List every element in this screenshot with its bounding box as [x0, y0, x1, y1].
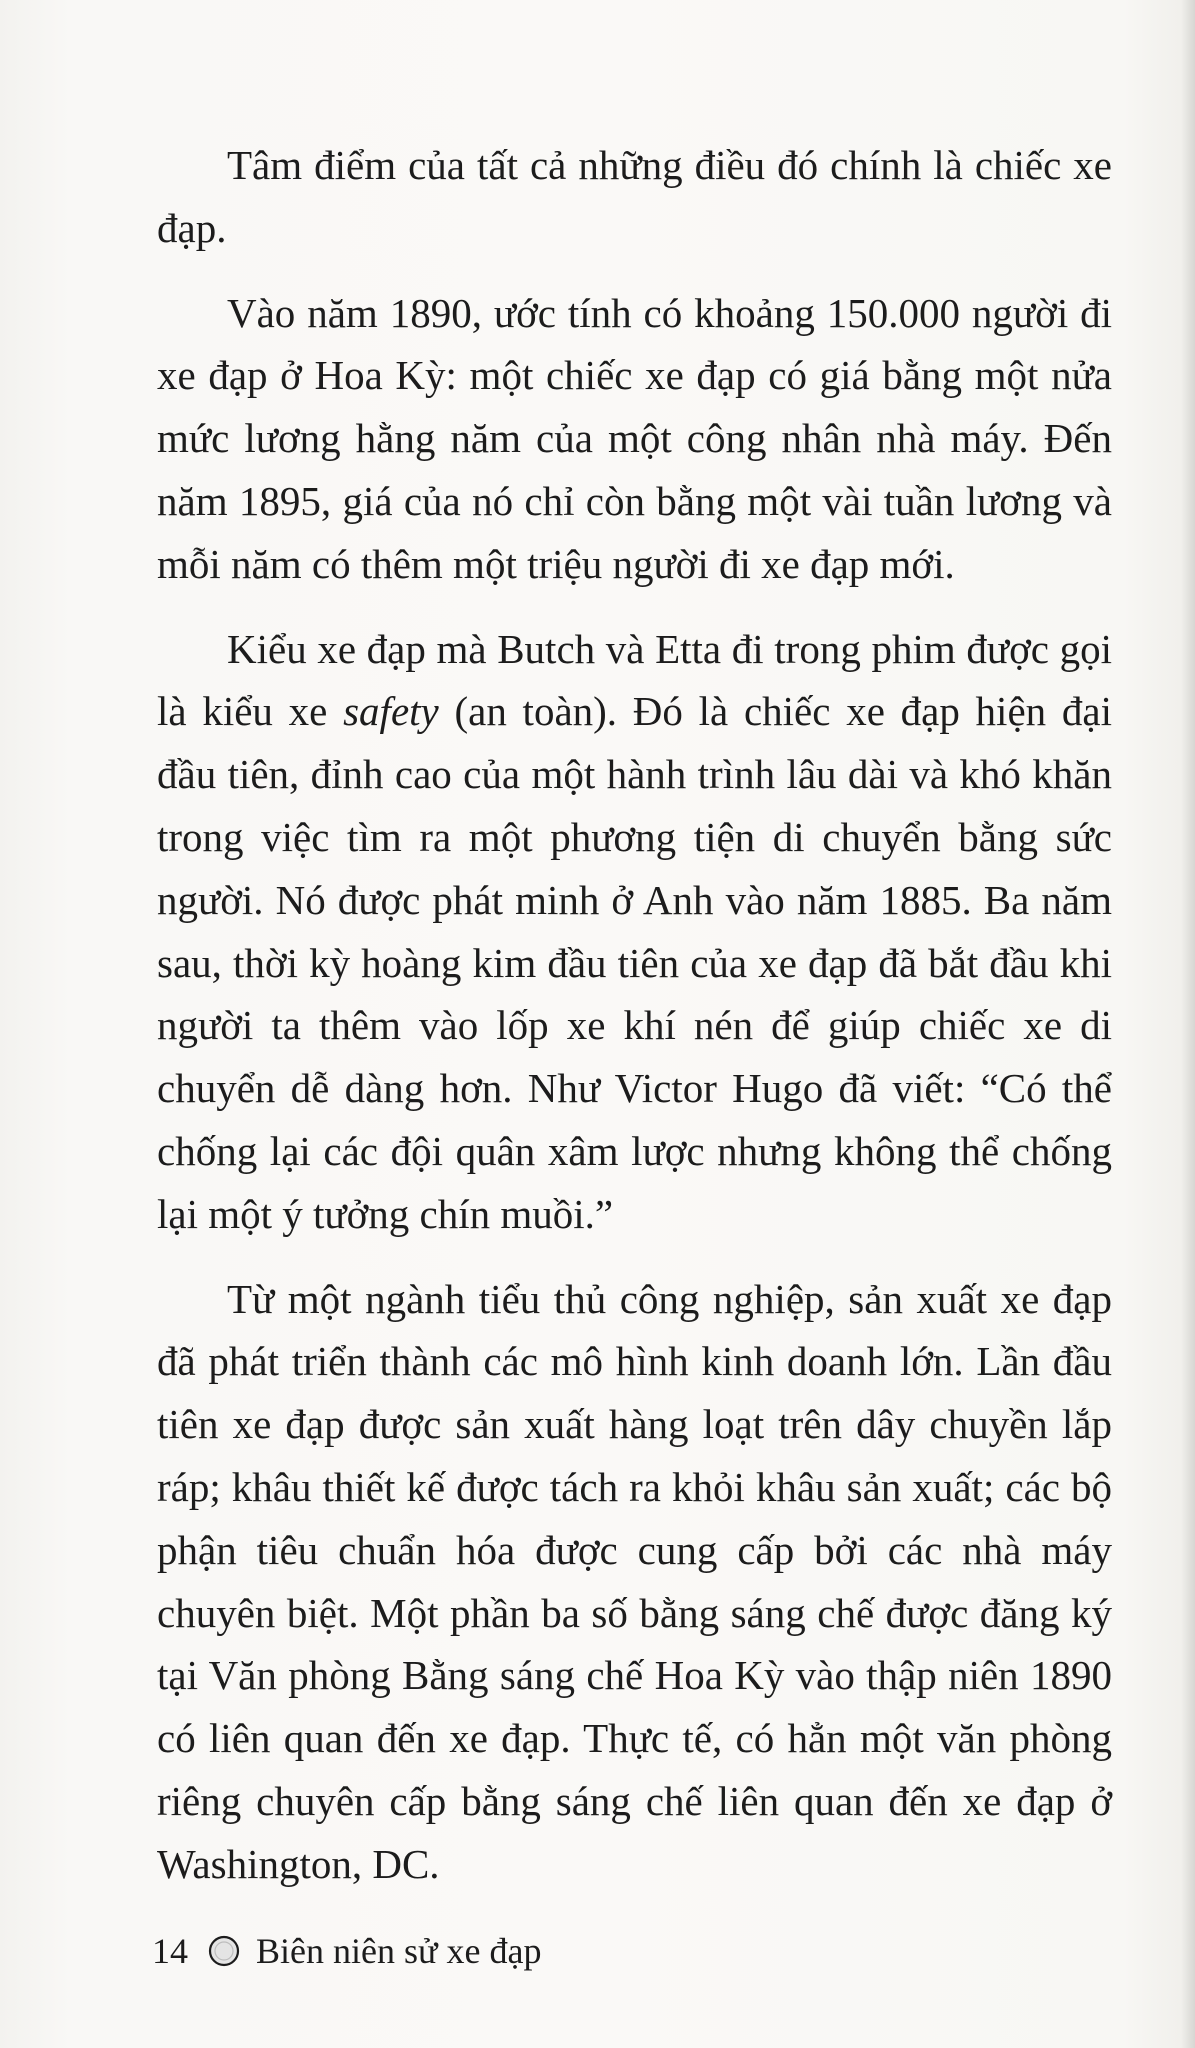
paragraph-1	[157, 134, 1112, 260]
page-number: 14	[152, 1931, 188, 1971]
paragraph-3	[157, 618, 1112, 1246]
page-footer	[152, 1921, 541, 1981]
page-edge-shadow	[1181, 0, 1195, 2048]
paragraph-3-italic-term: safety	[343, 688, 439, 735]
circle-ornament-icon	[208, 1935, 240, 1967]
paragraph-3-text-end: (an toàn). Đó là chiếc xe đạp hiện đại đầu tiên, đỉnh cao của một hành trình lâu dài và khó khăn trong việc tìm ra một phương tiện di chuyển bằng sức người. Nó được phát minh ở Anh vào năm 1885. Ba năm sau, thời kỳ hoàng kim đầu tiên của xe đạp đã bắt đầu khi người ta thêm vào lốp xe khí nén để giúp chiếc xe di chuyển dễ dàng hơn. Như Victor Hugo đã viết: “Có thể chống lại các đội quân xâm lược nhưng không thể chống lại một ý tưởng chín muồi.”	[157, 688, 1112, 1237]
paragraph-4-text: Từ một ngành tiểu thủ công nghiệp, sản xuất xe đạp đã phát triển thành các mô hình kinh doanh lớn. Lần đầu tiên xe đạp được sản xuất hàng loạt trên dây chuyền lắp ráp; khâu thiết kế được tách ra khỏi khâu sản xuất; các bộ phận tiêu chuẩn hóa được cung cấp bởi các nhà máy chuyên biệt. Một phần ba số bằng sáng chế được đăng ký tại Văn phòng Bằng sáng chế Hoa Kỳ vào thập niên 1890 có liên quan đến xe đạp. Thực tế, có hẳn một văn phòng riêng chuyên cấp bằng sáng chế liên quan đến xe đạp ở Washington, DC.	[157, 1275, 1112, 1887]
paragraph-2	[157, 282, 1112, 596]
book-title: Biên niên sử xe đạp	[256, 1931, 542, 1971]
paragraph-1-text: Tâm điểm của tất cả những điều đó chính là chiếc xe đạp.	[157, 142, 1112, 251]
paragraph-4	[157, 1268, 1112, 1896]
body-text	[157, 134, 1112, 1918]
paragraph-2-text: Vào năm 1890, ước tính có khoảng 150.000 người đi xe đạp ở Hoa Kỳ: một chiếc xe đạp có giá bằng một nửa mức lương hằng năm của một công nhân nhà máy. Đến năm 1895, giá của nó chỉ còn bằng một vài tuần lương và mỗi năm có thêm một triệu người đi xe đạp mới.	[157, 289, 1112, 587]
paragraph-3-text-start: Kiểu xe đạp mà Butch và Etta đi trong phim được gọi là kiểu xe	[157, 625, 1112, 735]
